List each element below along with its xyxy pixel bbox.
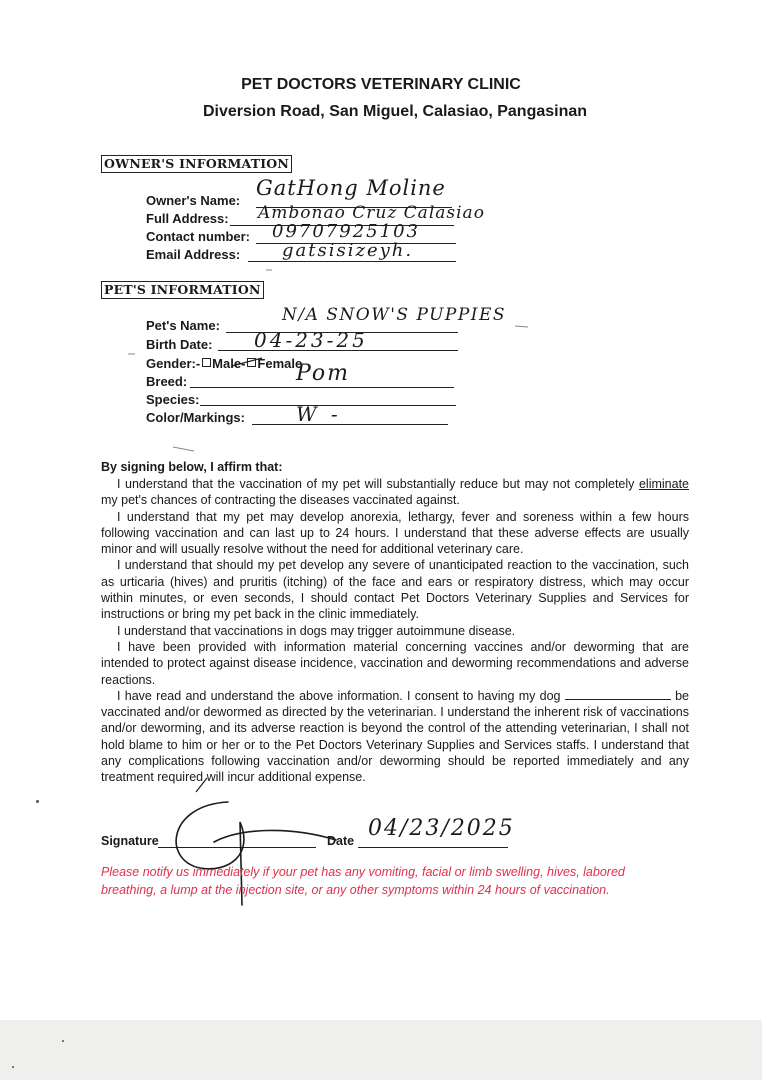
- color-markings-label: Color/Markings:: [146, 410, 245, 425]
- paragraph-text: be vaccinated and/or dewormed as directed by the veterinarian. I understand the inherent risk of vaccinations and/or deworming, and its adverse reaction is beyond the control of the attending veterinarian, I shall not hold blame to him or her or to the Pet Doctors Veterinary Supplies and Services staffs. I understand that any complications following vaccination and/or deworming should be reported immediately and any treatment required will incur additional expense.: [101, 688, 689, 785]
- scan-speck: [62, 1040, 64, 1042]
- owner-name-label: Owner's Name:: [146, 193, 241, 208]
- email-value[interactable]: gatsisizeyh.: [282, 240, 414, 261]
- ink-stroke: [515, 326, 528, 327]
- affirmation-title: By signing below, I affirm that:: [101, 460, 283, 474]
- date-value[interactable]: 04/23/2025: [368, 816, 515, 841]
- affirmation-paragraph: I have been provided with information material concerning vaccines and/or deworming that are intended to protect against disease incidence, vaccination and deworming recommendations and adverse reactions.: [101, 639, 689, 687]
- address-label: Full Address:: [146, 211, 229, 226]
- clinic-name: PET DOCTORS VETERINARY CLINIC: [241, 76, 521, 93]
- birth-date-label: Birth Date:: [146, 337, 213, 352]
- breed-value[interactable]: Pom: [296, 361, 351, 386]
- birth-date-value[interactable]: 04-23-25: [254, 328, 368, 352]
- affirmation-paragraph: I understand that should my pet develop any severe of unanticipated reaction to the vaccination, such as urticaria (hives) and pruritis (itching) of the face and ears or respiratory distress, which may occur within minutes, or even seconds, I should contact Pet Doctors Veterinary Supplies and Services for instructions or bring my pet back in the clinic immediately.: [101, 558, 689, 622]
- affirmation-paragraph: I understand that vaccinations in dogs may trigger autoimmune disease.: [117, 623, 516, 638]
- post-vaccination-notice: Please notify us immediately if your pet has any vomiting, facial or limb swelling, hives, labored breathing, a lump at the injection site, or any other symptoms within 24 hours of vaccination.: [101, 865, 625, 897]
- female-option-label: Female: [257, 356, 303, 371]
- contact-label: Contact number:: [146, 229, 250, 244]
- species-label: Species:: [146, 392, 200, 407]
- scan-speck: [36, 800, 39, 803]
- color-markings-value[interactable]: W -: [296, 402, 342, 426]
- paragraph-text: my pet's chances of contracting the diseases vaccinated against.: [101, 493, 460, 508]
- contact-value[interactable]: 09707925103: [272, 221, 420, 242]
- female-check-mark: [232, 358, 262, 366]
- clinic-address: Diversion Road, San Miguel, Calasiao, Pangasinan: [202, 103, 588, 120]
- date-label: Date: [327, 834, 355, 848]
- owner-section-title: OWNER'S INFORMATION: [101, 155, 292, 173]
- paragraph-text: I understand that the vaccination of my pet will substantially reduce but may not completely: [117, 477, 639, 491]
- scan-background: [0, 1020, 762, 1080]
- scan-speck: [12, 1066, 14, 1068]
- address-value[interactable]: Ambonao Cruz Calasiao: [258, 203, 485, 223]
- email-label: Email Address:: [146, 247, 241, 262]
- underlined-word: eliminate: [638, 477, 689, 491]
- gender-label: Gender:-: [146, 356, 201, 371]
- male-option-label: Male-: [212, 356, 246, 371]
- pet-name-value[interactable]: N/A SNOW'S PUPPIES: [282, 305, 507, 325]
- pet-section-title: PET'S INFORMATION: [101, 281, 264, 299]
- affirmation-paragraph: I understand that my pet may develop anorexia, lethargy, fever and soreness within a few hours following vaccination and can last up to 24 hours. I understand that these adverse effects are usually minor and will usually resolve without the need for additional veterinary care.: [101, 509, 689, 557]
- paragraph-text: I have read and understand the above information. I consent to having my dog: [117, 688, 565, 703]
- breed-label: Breed:: [146, 374, 188, 389]
- pet-name-label: Pet's Name:: [146, 318, 220, 333]
- ink-stroke: [173, 447, 194, 451]
- ink-stroke: [196, 778, 207, 792]
- owner-name-value[interactable]: GatHong Moline: [256, 176, 446, 200]
- signature-label: Signature: [101, 834, 159, 848]
